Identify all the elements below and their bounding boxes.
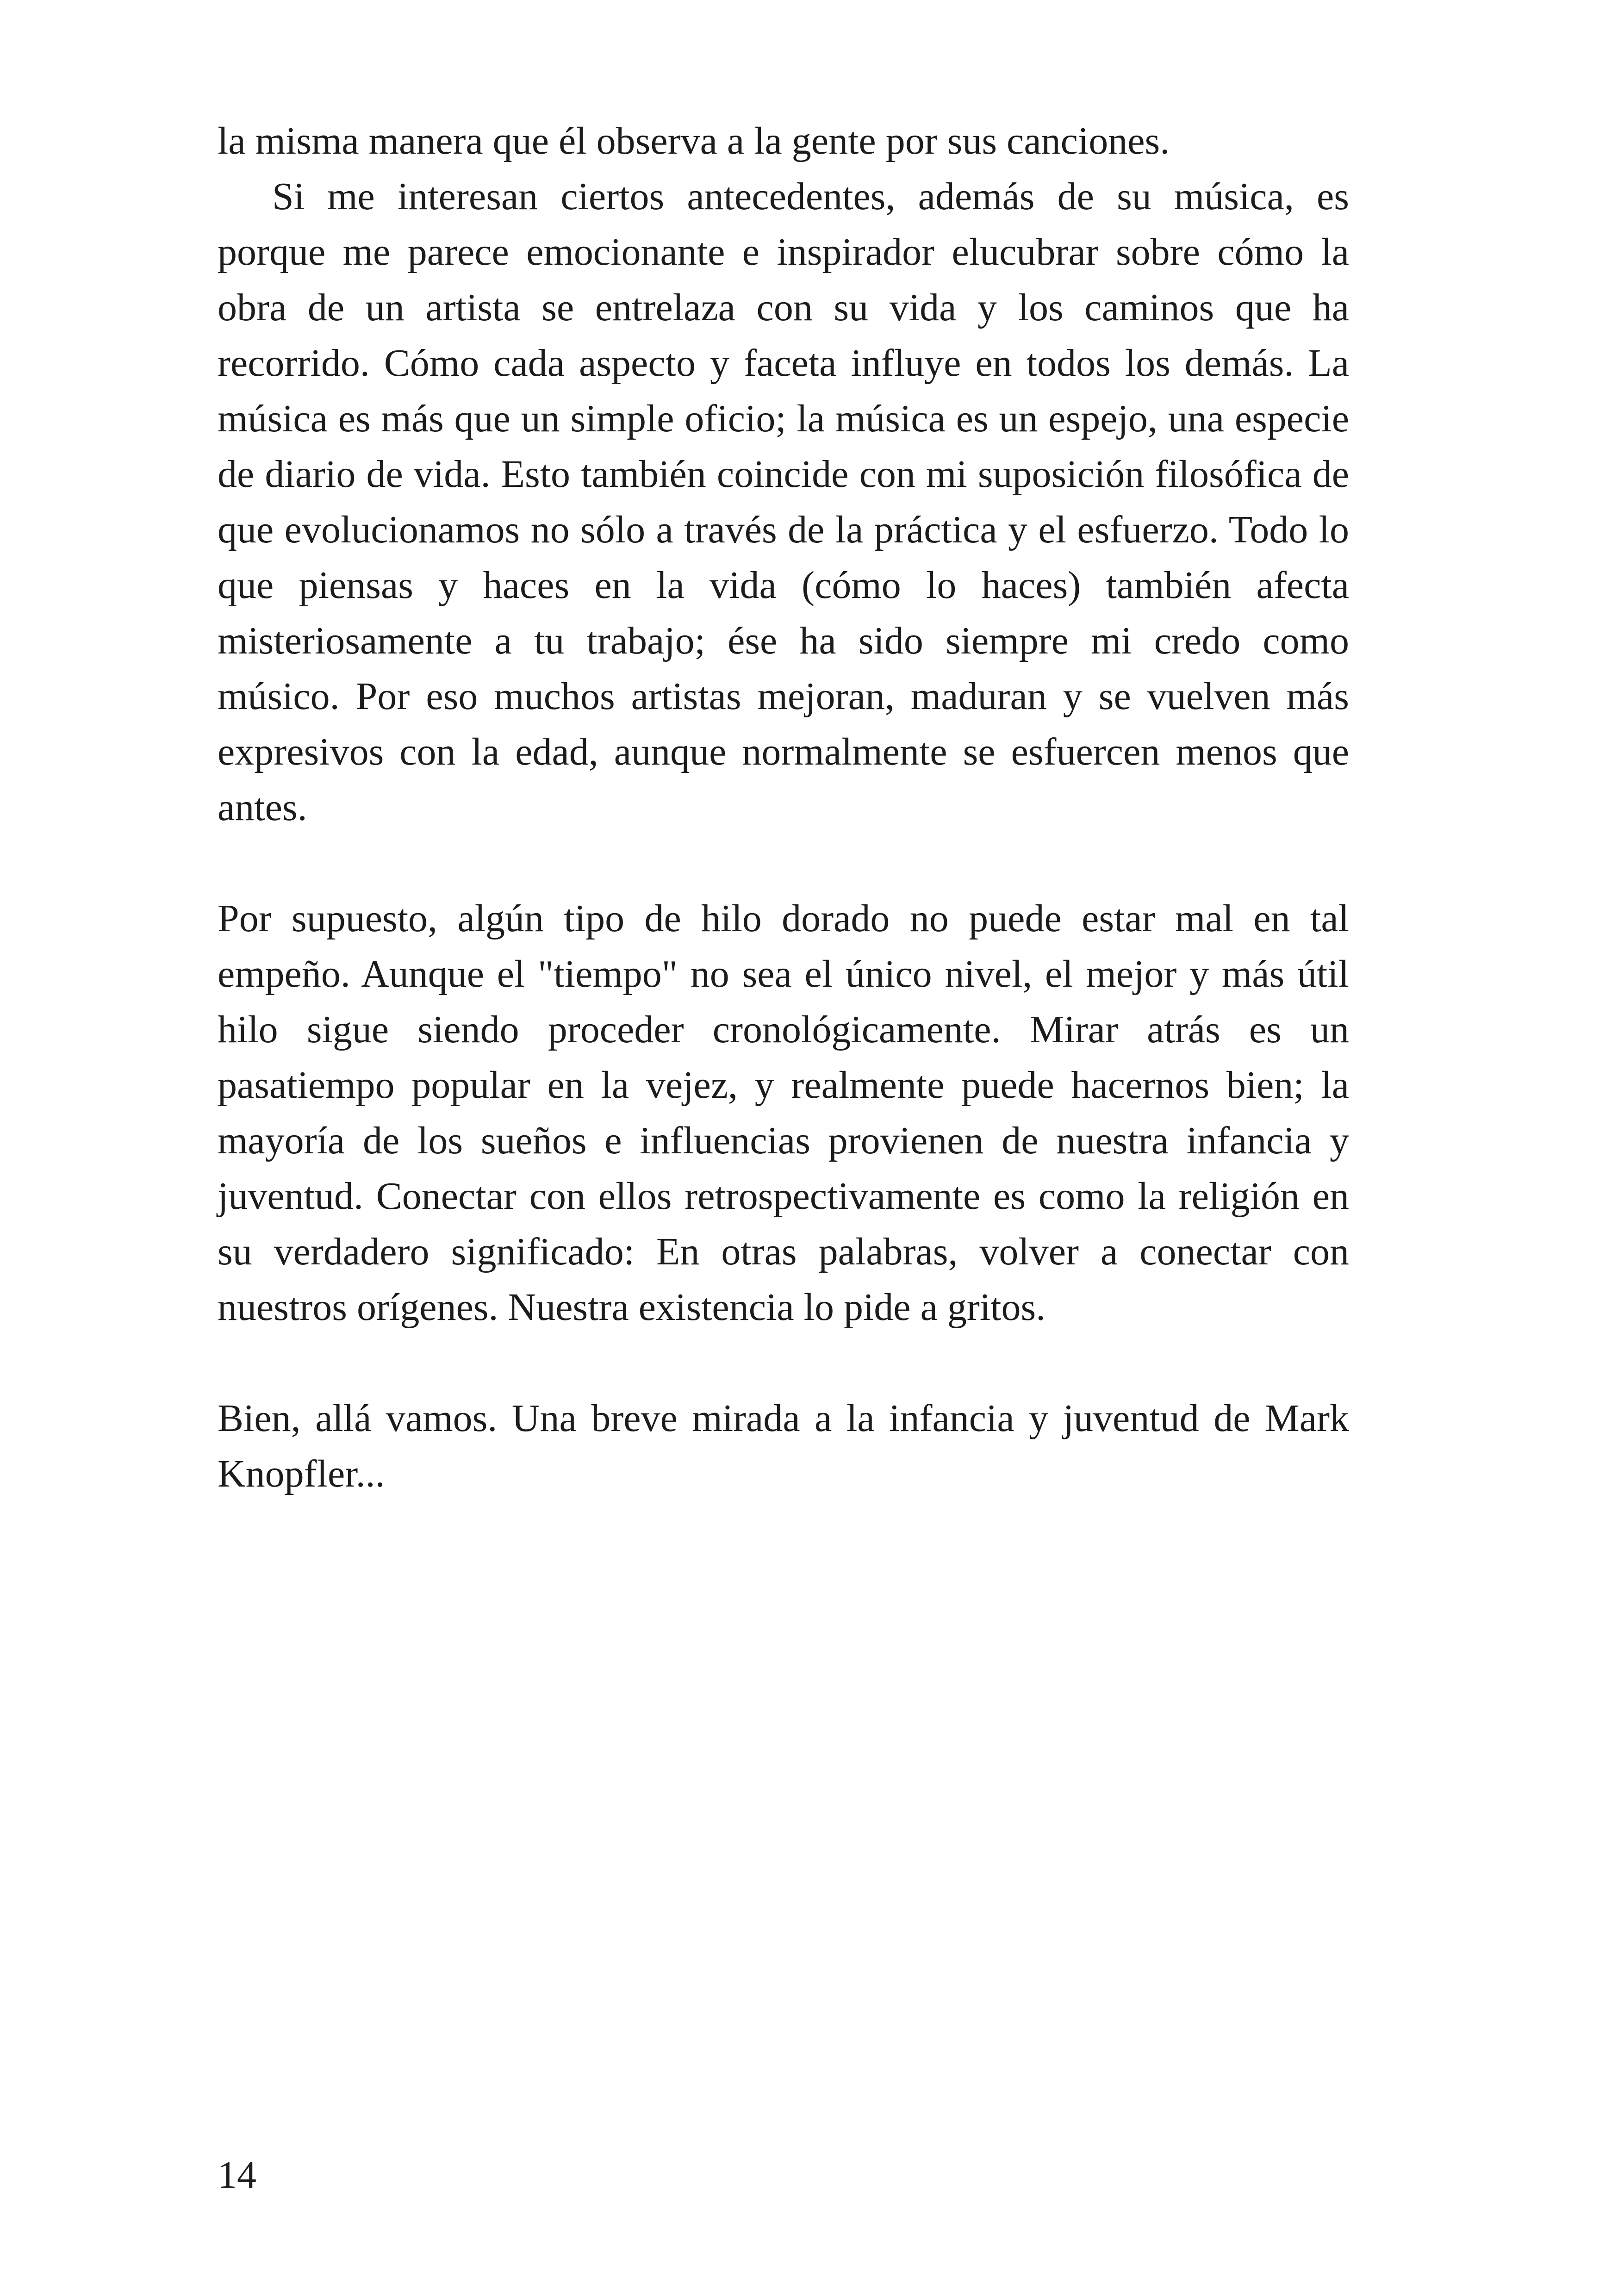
body-text: [218, 113, 1349, 1502]
paragraph-continued: la misma manera que él observa a la gente por sus canciones.: [218, 119, 1170, 162]
paragraph-alla-vamos: Bien, allá vamos. Una breve mirada a la infancia y juventud de Mark Knopfler...: [218, 1397, 1349, 1495]
page-number: 14: [218, 2153, 256, 2196]
paragraph-hilo-dorado: Por supuesto, algún tipo de hilo dorado no puede estar mal en tal empeño. Aunque el "tiempo" no sea el único nivel, el mejor y más útil hilo sigue siendo proceder cronológicamente. Mirar atrás es un pasatiempo popular en la vejez, y realmente puede hacernos bien; la mayoría de los sueños e influencias provienen de nuestra infancia y juventud. Conectar con ellos retrospectivamente es como la religión en su verdadero significado: En otras palabras, volver a conectar con nuestros orígenes. Nuestra existencia lo pide a gritos.: [218, 897, 1349, 1329]
paragraph-antecedentes: Si me interesan ciertos antecedentes, además de su música, es porque me parece emocionante e inspirador elucubrar sobre cómo la obra de un artista se entrelaza con su vida y los caminos que ha recorrido. Cómo cada aspecto y faceta influye en todos los demás. La música es más que un simple oficio; la música es un espejo, una especie de diario de vida. Esto también coincide con mi suposición filosófica de que evolucionamos no sólo a través de la práctica y el esfuerzo. Todo lo que piensas y haces en la vida (cómo lo haces) también afecta misteriosamente a tu trabajo; ése ha sido siempre mi credo como músico. Por eso muchos artistas mejoran, maduran y se vuelven más expresivos con la edad, aunque normalmente se esfuercen menos que antes.: [218, 175, 1349, 829]
